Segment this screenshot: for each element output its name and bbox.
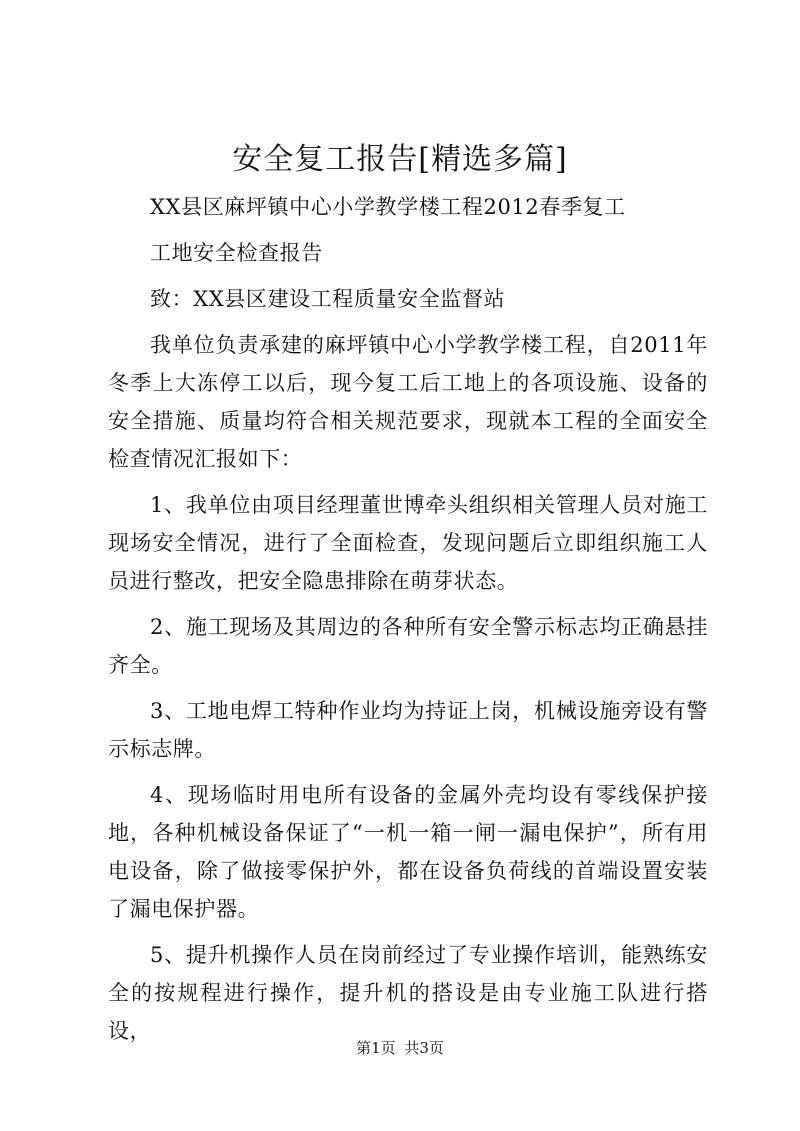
paragraph-item-3: 3、工地电焊工特种作业均为持证上岗，机械设施旁设有警示标志牌。 [108, 699, 708, 761]
paragraph-intro: 我单位负责承建的麻坪镇中心小学教学楼工程，自2011年冬季上大冻停工以后，现今复工后工地上的各项设施、设备的安全措施、质量均符合相关规范要求，现就本工程的全面安全检查情况汇报如下： [108, 333, 708, 471]
document-body [108, 188, 708, 1058]
paragraph-item-5: 5、提升机操作人员在岗前经过了专业操作培训，能熟练安全的按规程进行操作，提升机的搭设是由专业施工队进行搭设， [108, 943, 708, 1043]
page-number: 第1页 [356, 1039, 396, 1057]
document-title: 安全复工报告[精选多篇] [232, 142, 568, 177]
paragraph-item-1: 1、我单位由项目经理董世博牵头组织相关管理人员对施工现场安全情况，进行了全面检查，发现问题后立即组织施工人员进行整改，把安全隐患排除在萌芽状态。 [108, 493, 708, 593]
paragraph-recipient: 致：XX县区建设工程质量安全监督站 [150, 287, 506, 311]
paragraph-item-2: 2、施工现场及其周边的各种所有安全警示标志均正确悬挂齐全。 [108, 615, 708, 677]
page-footer [0, 1037, 800, 1059]
paragraph-item-4: 4、现场临时用电所有设备的金属外壳均设有零线保护接地，各种机械设备保证了“一机一箱一闸一漏电保护”，所有用电设备，除了做接零保护外，都在设备负荷线的首端设置安装了漏电保护器。 [108, 783, 708, 921]
page-total: 共3页 [404, 1039, 444, 1057]
paragraph-heading-line1: XX县区麻坪镇中心小学教学楼工程2012春季复工 [150, 195, 626, 219]
paragraph-heading-line2: 工地安全检查报告 [150, 241, 323, 265]
